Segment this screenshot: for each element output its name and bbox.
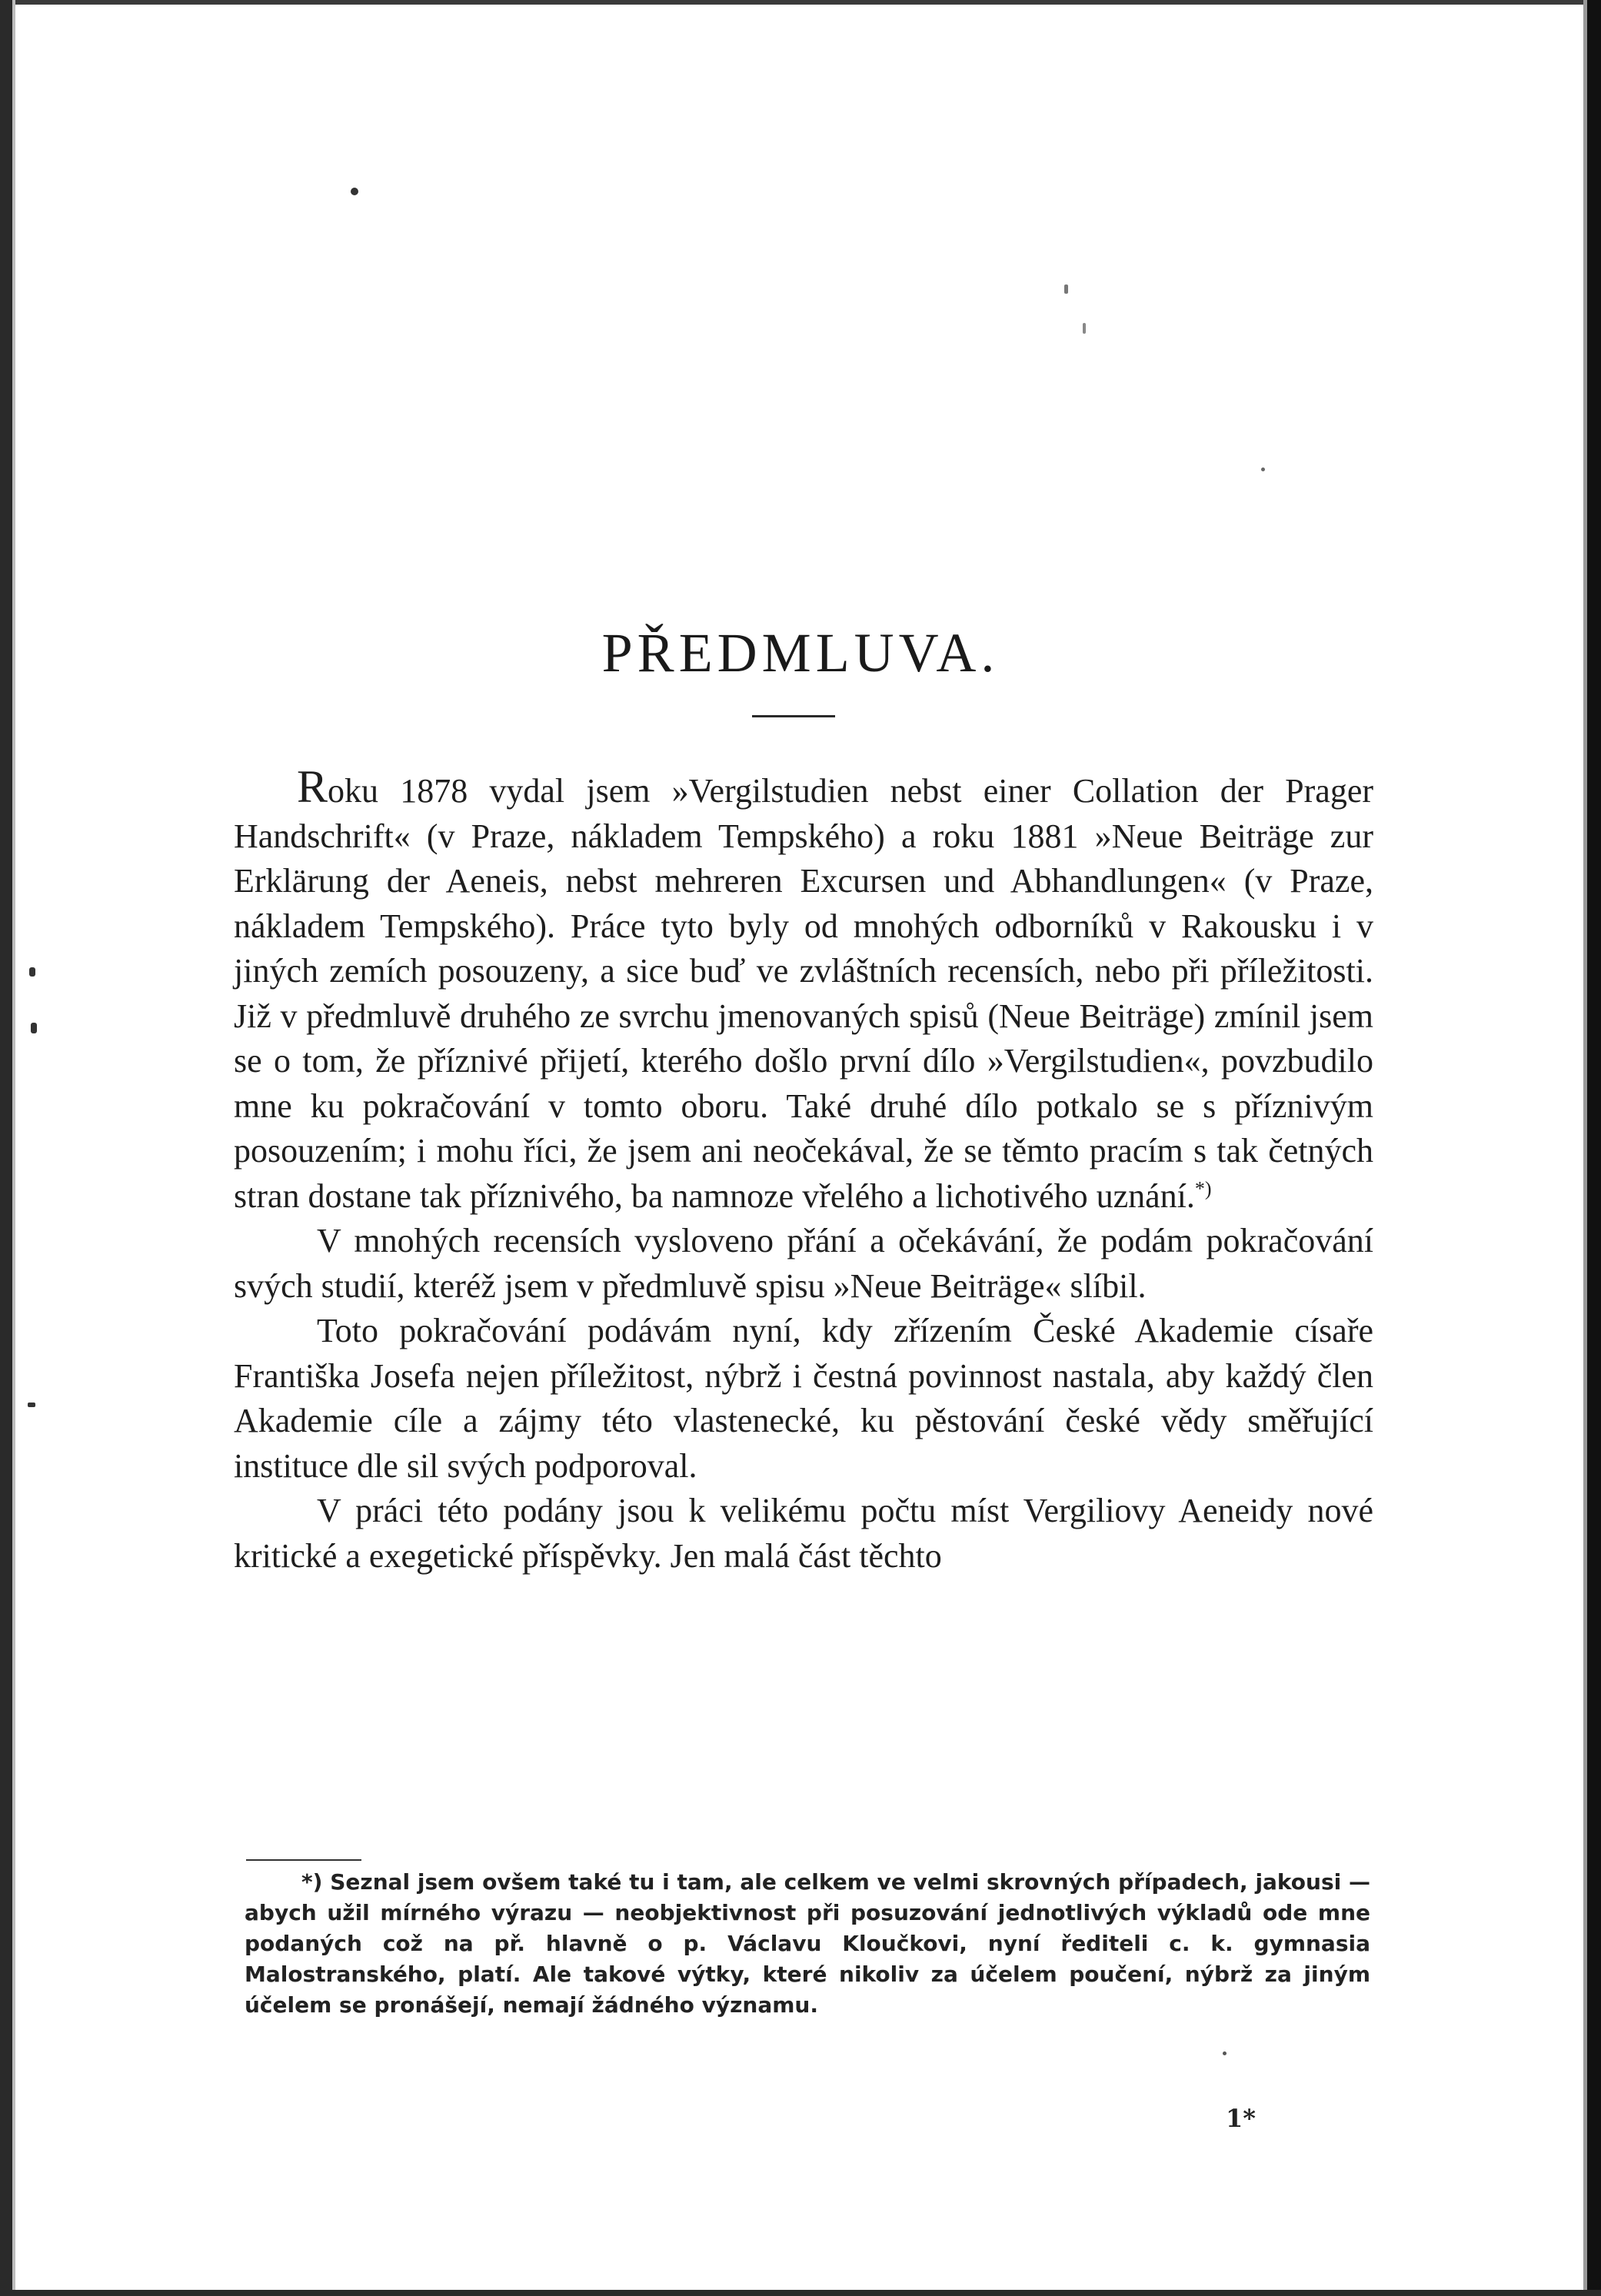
speck-dot [1223,2051,1227,2055]
footnote-reference: *) [1194,1176,1212,1200]
margin-speck [31,1023,37,1033]
page-title: PŘEDMLUVA. [601,622,1000,684]
footnote [245,1867,1370,2021]
paragraph-4: V práci této podány jsou k velikému počtu míst Vergiliovy Aeneidy nové kritické a exegetické příspěvky. Jen malá část těchto [234,1492,1373,1575]
footnote-marker: *) [301,1869,323,1895]
scan-edge-right-shadow [1583,0,1587,2296]
margin-speck [28,1403,35,1407]
scan-edge-top [0,0,1601,5]
signature-mark: 1* [1226,2104,1256,2133]
body-text [234,761,1373,1579]
speck-dot [351,188,358,195]
paragraph-2: V mnohých recensích vysloveno přání a očekávání, že podám pokračování svých studií, kteréž jsem v předmluvě spisu »Neue Beiträge« slíbil. [234,1222,1373,1305]
scan-edge-bottom [0,2290,1601,2296]
footnote-rule [246,1859,361,1861]
scan-edge-left [0,0,12,2296]
paragraph-1-text: oku 1878 vydal jsem »Vergilstudien nebst einer Collation der Prager Handschrift« (v Praze, nákladem Tempského) a roku 1881 »Neue Beiträge zur Erklärung der Aeneis, nebst mehreren Excursen und Abhandlungen« (v Praze, nákladem Tempského). Práce tyto byly od mnohých odborníků v Rakousku i v jiných zemích posouzeny, a sice buď ve zvláštních recensích, nebo při příležitosti. Již v předmluvě druhého ze svrchu jmenovaných spisů (Neue Beiträge) zmínil jsem se o tom, že příznivé přijetí, kterého došlo první dílo »Vergilstudien«, povzbudilo mne ku pokračování v tomto oboru. Také druhé dílo potkalo se s příznivým posouzením; i mohu říci, že jsem ani neočekával, že se těmto pracím s tak četných stran dostane tak příznivého, ba namnoze vřelého a lichotivého uznání. [234,772,1373,1215]
margin-speck [29,967,35,977]
speck-dot [1083,323,1086,334]
drop-cap: R [297,761,328,812]
footnote-text: Seznal jsem ovšem také tu i tam, ale celkem ve velmi skrovných případech, jakousi — abych užil mírného výrazu — neobjektivnost při posuzování jednotlivých výkladů ode mne podaných což na př. hlavně o p. Václavu Kloučkovi, nyní řediteli c. k. gymnasia Malostranského, platí. Ale takové výtky, které nikoliv za účelem poučení, nýbrž za jiným účelem se pronášejí, nemají žádného významu. [245,1869,1371,2018]
scan-edge-left-shadow [12,0,15,2296]
title-rule [752,715,835,717]
paragraph-1 [234,761,1373,1219]
speck-dot [1261,468,1265,471]
scan-edge-right [1587,0,1601,2296]
speck-dot [1064,285,1068,294]
paragraph-3: Toto pokračování podávám nyní, kdy zřízením České Akademie císaře Františka Josefa nejen příležitost, nýbrž i čestná povinnost nastala, aby každý člen Akademie cíle a zájmy této vlastenecké, ku pěstování české vědy směřující instituce dle sil svých podporoval. [234,1312,1373,1485]
